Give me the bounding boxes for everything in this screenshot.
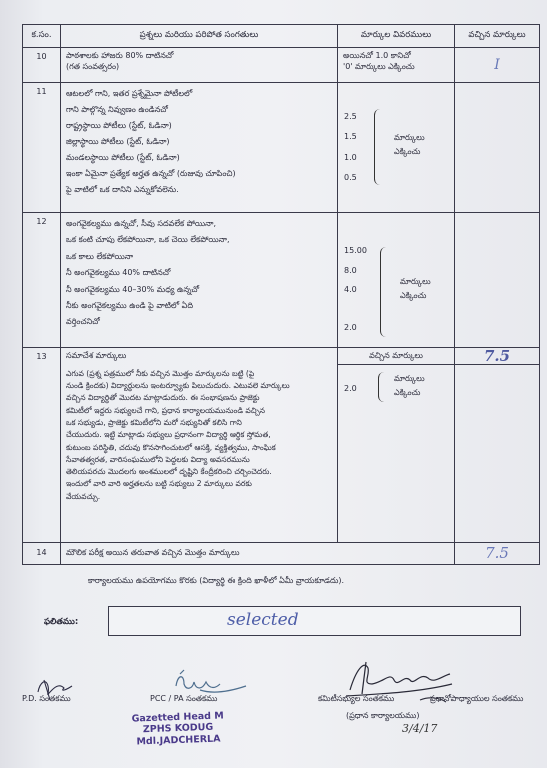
stamp-line: Mdl.JADCHERLA (136, 733, 221, 748)
question-line: జిల్లాస్థాయి పోటీలు (స్టేట్, ఓడినా) (66, 137, 170, 146)
question-line: మౌలిక పరీక్ష అయిన తరువాత వచ్చిన మొత్తం మార్కులు (66, 548, 240, 558)
question-line: (గత సంవత్సరం) (66, 61, 120, 71)
row-sno: 14 (23, 543, 61, 565)
office-stamp (131, 710, 224, 747)
marks-label-line: మార్కులు (394, 374, 425, 383)
coordinator-signature-label: ప్రధానోపాధ్యాయుల సంతకము (430, 694, 524, 703)
row-sno: 10 (23, 48, 61, 83)
question-line: కుటుంబ పరిస్థితి, చదువు కొనసాగించుటలో ఆసక్తి, వ్యక్తిత్వము, సాంఘిక (66, 442, 276, 452)
question-line: చేయుదురు. ఇట్టి మాట్లాడు సభ్యులు ప్రధానంగా విద్యార్థి ఆర్థిక స్తోమత, (66, 430, 271, 440)
question-line: నీ అంగవైకల్యము 40% దాటినచో (66, 268, 171, 278)
hq-note: (ప్రధాన కార్యాలయము) (346, 711, 420, 720)
header-sno: క.సం. (23, 25, 61, 48)
question-line: ఒక కంటి చూపు లేకపోయినా, ఒక చెయి లేకపోయినా, (66, 235, 230, 245)
marks-value: 0.5 (344, 173, 357, 183)
question-line: తెలియపరచు మొదలగు అంశములలో దృష్టిని కేంద్రీకరించి చర్చించెదరు. (66, 467, 272, 477)
question-line: గాని పాల్గొన్న నివ్వుణం ఉండినచో (66, 105, 168, 114)
marks-label-line: ఎక్కించు (394, 388, 421, 398)
header-marks-detail: మార్కుల వివరములు (338, 25, 455, 48)
question-line: ఇందులో వారి వారి అర్హతలను బట్టి సభ్యులు 2 మార్కులు వరకు (66, 479, 252, 489)
obtained-marks-subheader: వచ్చిన మార్కులు (338, 348, 454, 365)
result-label: ఫలితము: (44, 617, 79, 627)
question-line: నుండి క్రిందకు) విద్యార్థులను ఇంటర్వ్యూకు పిలుచుదురు. ఎటువలె మార్కులు (66, 381, 290, 391)
marks-value: 4.0 (344, 285, 357, 295)
result-value: selected (227, 610, 299, 630)
pcc-signature-label: PCC / PA సంతకము (150, 694, 218, 703)
question-line: ఒక కాలు లేకపోయినా (66, 251, 134, 261)
pd-signature-label: P.D. సంతకము (22, 694, 71, 703)
question-line: ఒక సభ్యుడు, ప్రాజెక్టు కమిటీలోని మరో సభ్యునితో కలిసి గాని (66, 417, 242, 427)
stamp-line: Gazetted Head M (131, 710, 224, 725)
header-question: ప్రశ్నలు మరియు పరిపోత సంగతులు (61, 25, 338, 48)
marks-value: 1.5 (344, 132, 357, 142)
question-line: నీకు అంగవైకల్యము ఉండి పై వాటిలో ఏది (66, 300, 194, 310)
marks-line: '0' మార్కులు ఎక్కించు (343, 61, 415, 71)
committee-signature (346, 662, 452, 696)
question-line: వర్తించనిచో (66, 317, 100, 327)
marks-label-line: మార్కులు (394, 133, 425, 142)
question-line: నీ అంగవైకల్యము 40–30% మధ్య ఉన్నచో (66, 284, 200, 294)
question-line: ఇంకా ఏమైనా ప్రత్యేక అర్హత ఉన్నచో (రుజువు చూపించి) (66, 169, 236, 178)
row-sno: 11 (23, 83, 61, 213)
question-line: ఆటలలో గాని, ఇతర ప్రశ్నేమైనా పోటీలలో (66, 89, 193, 98)
question-line: పాఠశాలకు హాజరు 80% దాటినచో (66, 51, 174, 60)
question-line: వచ్చిన విద్యార్థితో మొదట మాట్లాడుదురు. ఈ సంభాషణను ప్రాజెక్టు (66, 393, 260, 403)
marks-value: 15.00 (344, 246, 367, 255)
question-line: ఎగువ (ప్రశ్న పత్రములో నీకు వచ్చిన మొత్తం మార్కులను బట్టి (పై (66, 368, 255, 378)
marks-label-line: ఎక్కించు (394, 147, 421, 157)
marks-value: 2.0 (344, 384, 357, 393)
marks-label-line: మార్కులు (400, 277, 431, 286)
question-line: అంగవైకల్యము ఉన్నచో, సీవు సదవలేక పోయినా, (66, 219, 217, 228)
question-line: మండలస్థాయి పోటీలు (స్టేట్, ఓడినా) (66, 153, 180, 162)
stamp-line: ZPHS KODUG (142, 722, 214, 736)
obtained-value: 7.5 (483, 347, 511, 365)
obtained-value: 7.5 (485, 544, 509, 563)
question-title: సమాచేశ మార్కులు (66, 351, 127, 360)
question-line: పై వాటిలో ఒక దానిని ఎన్నుకోవలెను. (66, 185, 179, 194)
committee-signature-label: కమిటీసభ్యుల సంతకము (318, 694, 395, 703)
marks-value: 1.0 (344, 152, 357, 162)
marks-value: 2.5 (344, 112, 357, 121)
header-marks-obtained: వచ్చిన మార్కులు (455, 25, 540, 48)
signed-date: 3/4/17 (402, 722, 438, 735)
marks-value: 2.0 (344, 322, 357, 332)
question-line: రాష్ట్రస్థాయి పోటీలు (స్టేట్, ఓడినా) (66, 121, 172, 130)
marks-line: అయినచో 1.0 కానిచో (343, 51, 411, 60)
row-sno: 12 (23, 213, 61, 348)
question-line: వేయవచ్చు. (66, 491, 101, 501)
question-line: కమిటీలో ఇద్దరు సభ్యులచే గాని, ప్రధాన కార్యాలయమునుండి వచ్చిన (66, 405, 265, 415)
row-sno: 13 (23, 348, 61, 543)
marks-label-line: ఎక్కించు (400, 291, 427, 301)
obtained-value: I (494, 57, 500, 73)
marks-value: 8.0 (344, 265, 357, 275)
pcc-signature (176, 670, 246, 692)
question-line: సేవాతత్వరత, వారిసంఘములోని పెద్దలకు విద్యా అవసరమును (66, 454, 250, 464)
office-use-note: కార్యాలయము ఉపయోగము కొరకు (విద్యార్థి ఈ క్రింది ఖాళీలో ఏమీ వ్రాయకూడదు). (88, 576, 345, 585)
